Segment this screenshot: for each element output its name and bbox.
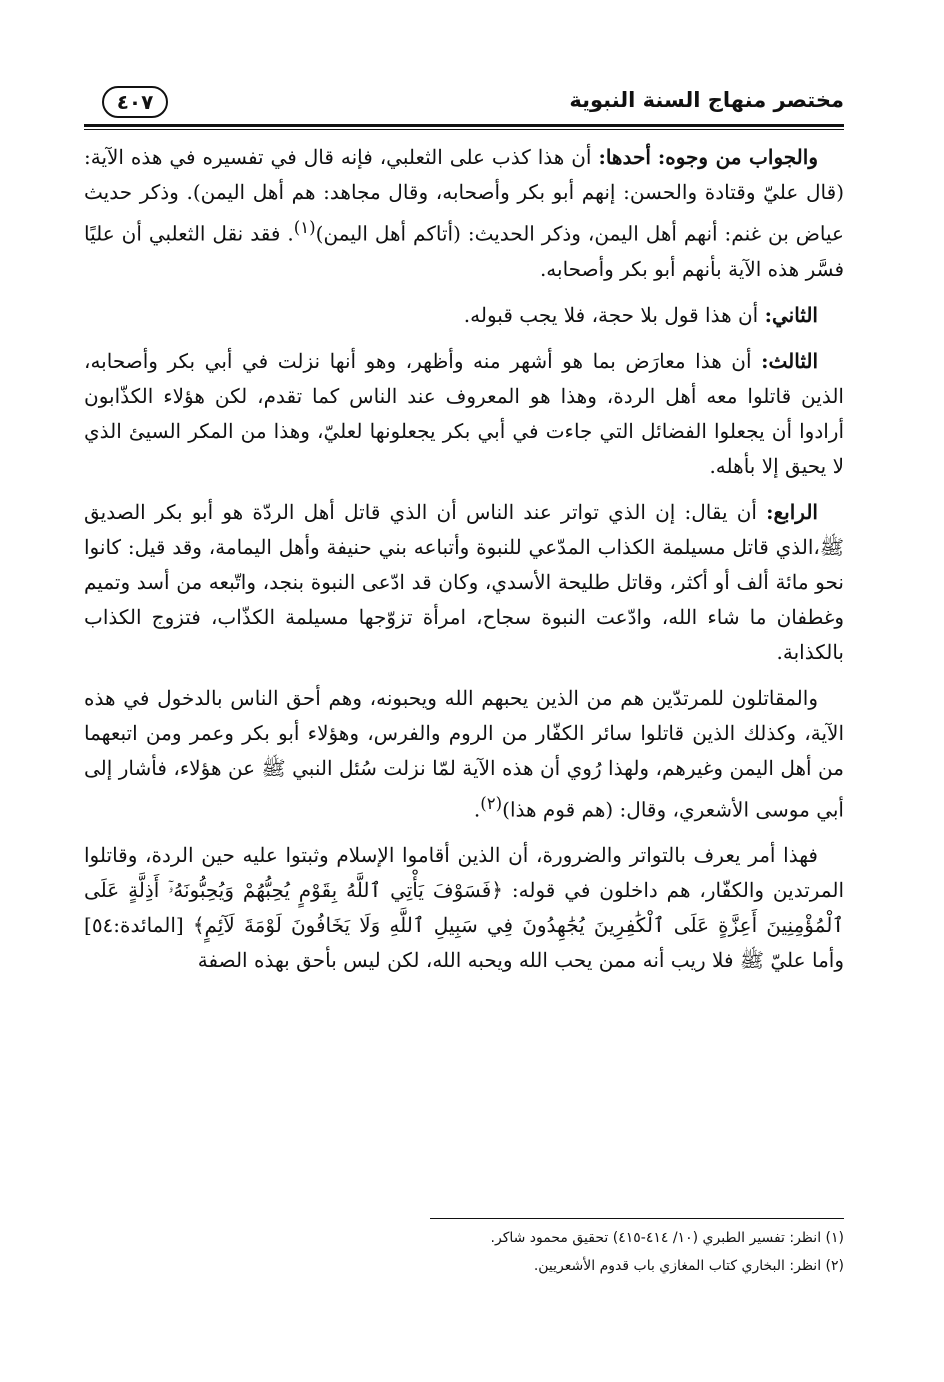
paragraph-2	[84, 298, 844, 333]
p5-text: والمقاتلون للمرتدّين هم من الذين يحبهم الله ويحبونه، وهم أحق الناس بالدخول في هذه الآية، وكذلك الذين قاتلوا سائر الكفّار من الروم والفرس، وهؤلاء أبو بكر وعمر ومن اتبعهما من أهل اليمن وغيرهم، ولهذا رُوي أن هذه الآية لمّا نزلت سُئل النبي ﷺ عن هؤلاء، فأشار إلى أبي موسى الأشعري، وقال: (هم قوم هذا)	[84, 685, 844, 822]
footnote-marker-2: (٢)	[480, 793, 503, 813]
main-text	[84, 140, 844, 989]
footnote-1: (١) انظر: تفسير الطبري (١٠/ ٤١٤-٤١٥) تحقيق محمود شاكر.	[490, 1230, 844, 1246]
p3-text: أن هذا معارَض بما هو أشهر منه وأظهر، وهو أنها نزلت في أبي بكر وأصحابه، الذين قاتلوا معه أهل الردة، وهذا هو المعروف عند الناس كما تقدم، لكن هؤلاء الكذّابون أرادوا أن يجعلوا الفضائل التي جاءت في أبي بكر يجعلونها لعليّ، وهذا من المكر السيئ الذي لا يحيق إلا بأهله.	[84, 348, 844, 478]
p4-label: الرابع:	[766, 499, 818, 524]
quran-verse: ﴿فَسَوْفَ يَأْتِي ٱللَّهُ بِقَوْمٍ يُحِبُّهُمْ وَيُحِبُّونَهُۥٓ أَذِلَّةٍ عَلَى ٱلْمُؤْمِنِينَ أَعِزَّةٍ عَلَى ٱلْكَٰفِرِينَ يُجَٰهِدُونَ فِي سَبِيلِ ٱللَّهِ وَلَا يَخَافُونَ لَوْمَةَ لَآئِمٍ﴾	[84, 878, 845, 938]
p3-label: الثالث:	[761, 348, 819, 373]
header-rule-thick	[84, 124, 844, 127]
paragraph-4	[84, 495, 844, 670]
page-header	[84, 84, 844, 124]
p4-text: أن يقال: إن الذي تواتر عند الناس أن الذي قاتل أهل الردّة هو أبو بكر الصديق ﷺ،الذي قاتل مسيلمة الكذاب المدّعي للنبوة وأتباعه بني حنيفة وأهل اليمامة، وقد قيل: كانوا نحو مائة ألف أو أكثر، وقاتل طليحة الأسدي، وكان قد ادّعى النبوة بنجد، واتّبعه من أسد وتميم وغطفان ما شاء الله، وادّعت النبوة سجاح، امرأة تزوّجها مسيلمة الكذّاب، فتزوج الكذاب بالكذابة.	[84, 499, 844, 664]
p1-text: أن هذا كذب على الثعلبي، فإنه قال في تفسيره في هذه الآية: (قال عليّ وقتادة والحسن: إنهم أبو بكر وأصحابه، وقال مجاهد: هم أهل اليمن). وذكر حديث عياض بن غنم: أنهم أهل اليمن، وذكر الحديث: (أتاكم أهل اليمن)	[84, 145, 844, 246]
paragraph-1	[84, 140, 844, 287]
p1-first-label: أحدها:	[598, 145, 651, 169]
p6-tail: وأما عليّ ﷺ فلا ريب أنه ممن يحب الله ويحبه الله، لكن ليس بأحق بهذه الصفة	[197, 948, 844, 973]
verse-reference: [المائدة:٥٤]	[84, 913, 184, 938]
footnote-rule	[430, 1218, 844, 1219]
page-number-badge: ٤٠٧	[102, 86, 168, 118]
p2-text: أن هذا قول بلا حجة، فلا يجب قبوله.	[463, 302, 759, 327]
p1-lead: والجواب من وجوه:	[657, 145, 818, 169]
running-title: مختصر منهاج السنة النبوية	[569, 88, 844, 112]
paragraph-3	[84, 344, 844, 484]
p2-label: الثاني:	[764, 302, 818, 327]
p5-tail: .	[473, 797, 481, 822]
paragraph-6	[84, 838, 844, 978]
p1-tail: . فقد نقل الثعلبي أن عليًا فسَّر هذه الآية بأنهم أبو بكر وأصحابه.	[84, 221, 844, 281]
paragraph-5	[84, 681, 844, 828]
p6-text: فهذا أمر يعرف بالتواتر والضرورة، أن الذين أقاموا الإسلام وثبتوا عليه حين الردة، وقاتلوا المرتدين والكفّار، هم داخلون في قوله:	[84, 843, 845, 903]
footnote-2: (٢) انظر: البخاري كتاب المغازي باب قدوم الأشعريين.	[533, 1258, 844, 1274]
header-rule-thin	[84, 129, 844, 130]
footnote-marker-1: (١)	[293, 218, 316, 237]
footnotes	[284, 1224, 844, 1280]
